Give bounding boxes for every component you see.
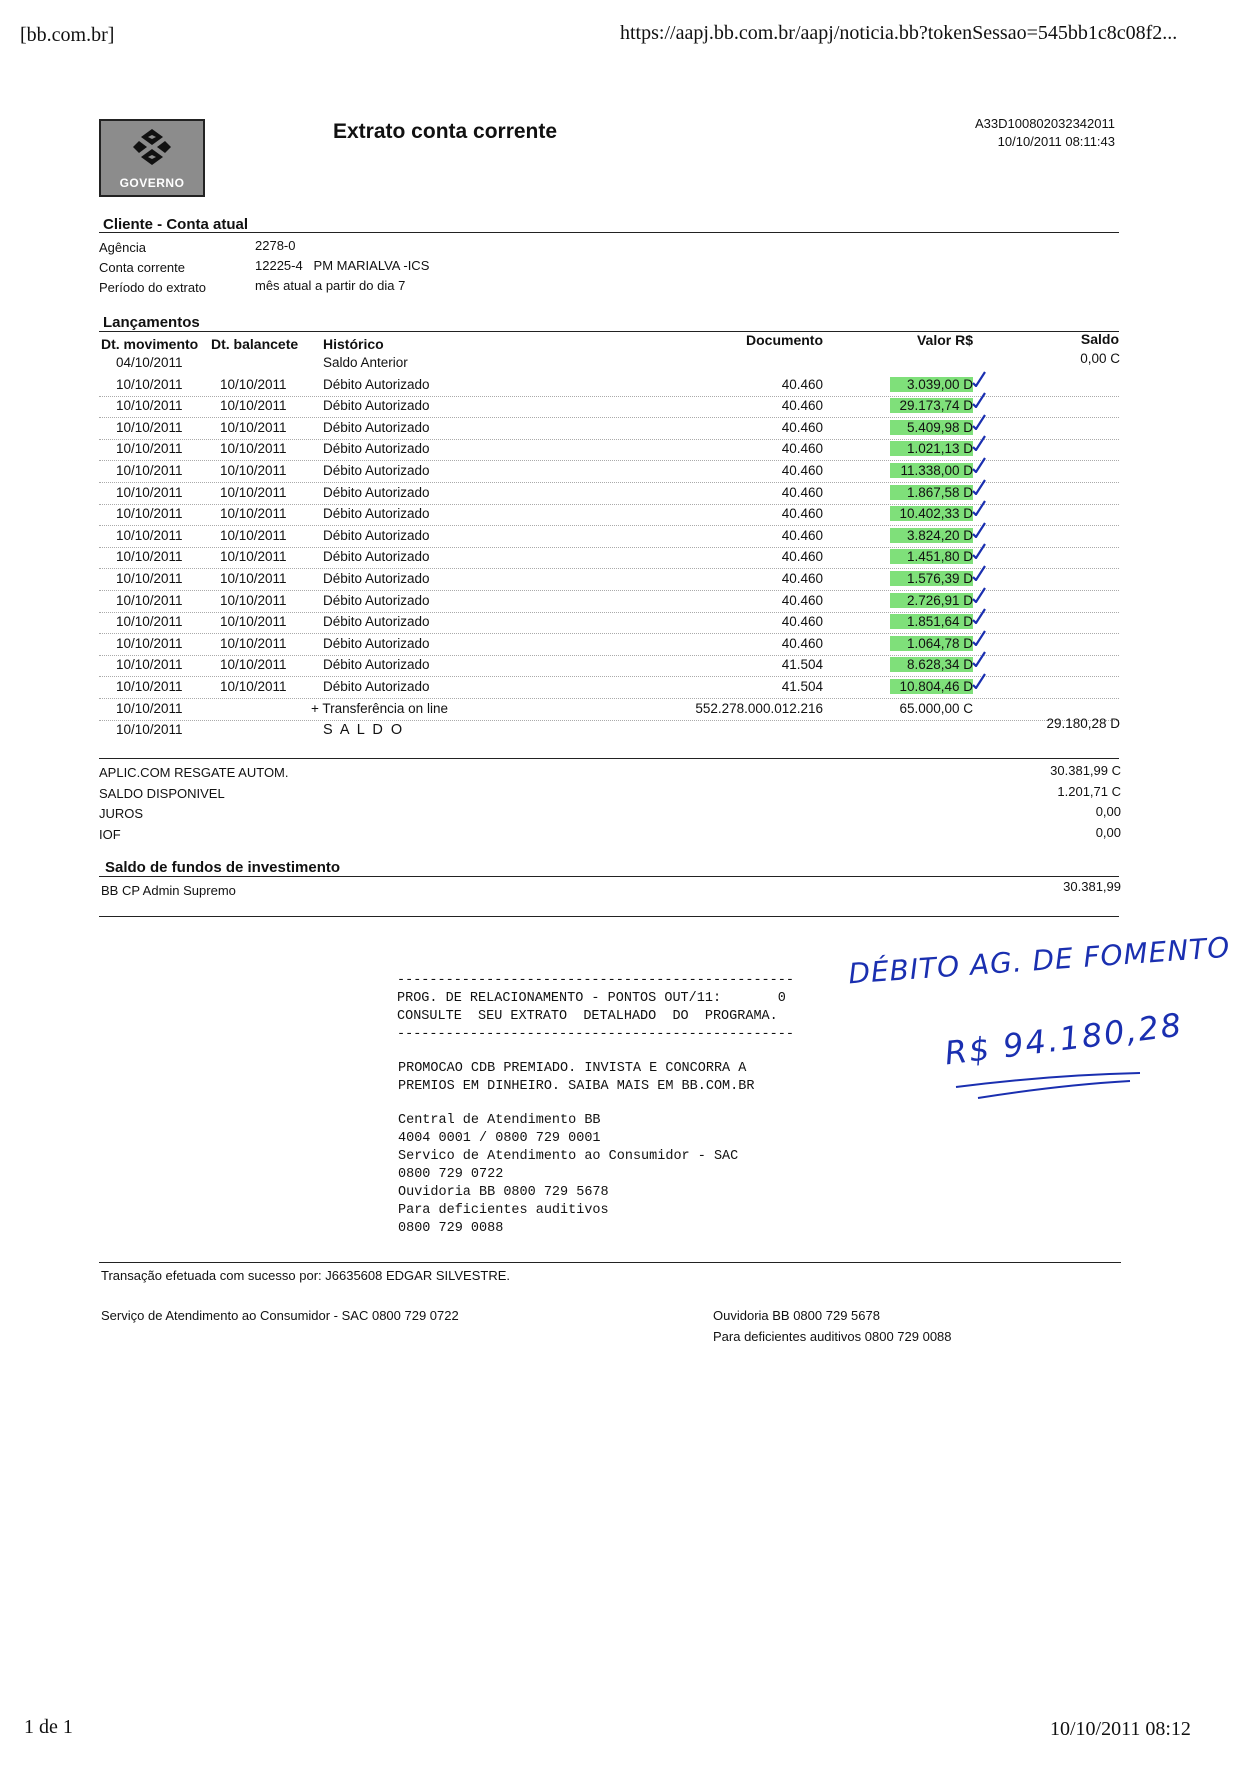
- check-mark-icon: [972, 457, 986, 473]
- col-header-saldo: Saldo: [1080, 331, 1119, 347]
- promo-line: PREMIOS EM DINHEIRO. SAIBA MAIS EM BB.COM.BR: [398, 1079, 755, 1094]
- row-historico: Débito Autorizado: [323, 527, 430, 543]
- document-code: A33D100802032342011: [974, 116, 1115, 131]
- row-historico: Débito Autorizado: [323, 592, 430, 608]
- check-mark-icon: [972, 479, 986, 495]
- check-mark-icon: [972, 435, 986, 451]
- row-dt-movimento: 10/10/2011: [116, 441, 183, 457]
- row-dt-movimento: 04/10/2011: [116, 355, 183, 370]
- row-dt-movimento: 10/10/2011: [116, 549, 183, 565]
- periodo-label: Período do extrato: [99, 280, 206, 295]
- sac-text: Serviço de Atendimento ao Consumidor - SAC 0800 729 0722: [101, 1308, 459, 1323]
- row-valor: 1.064,78 D: [890, 636, 973, 651]
- contact-line: 0800 729 0088: [398, 1221, 504, 1236]
- row-historico: Débito Autorizado: [323, 419, 430, 435]
- row-documento: 40.460: [781, 635, 823, 651]
- row-dt-balancete: 10/10/2011: [220, 679, 287, 694]
- row-dt-movimento: 10/10/2011: [116, 635, 183, 651]
- row-valor: 11.338,00 D: [890, 463, 973, 478]
- agencia-value: 2278-0: [255, 238, 296, 253]
- contact-line: Para deficientes auditivos: [398, 1203, 609, 1218]
- row-documento: 40.460: [781, 614, 823, 630]
- divider: [99, 758, 1119, 759]
- summary-label: IOF: [99, 826, 121, 842]
- row-dt-movimento: 10/10/2011: [116, 592, 183, 608]
- conta-label: Conta corrente: [99, 260, 185, 275]
- check-mark-icon: [972, 500, 986, 516]
- row-dt-balancete: 10/10/2011: [220, 614, 287, 630]
- row-valor: 1.867,58 D: [890, 485, 973, 500]
- check-mark-icon: [972, 608, 986, 624]
- row-documento: 40.460: [781, 506, 823, 522]
- row-historico: S A L D O: [323, 722, 405, 739]
- row-dt-movimento: 10/10/2011: [116, 571, 183, 586]
- row-dt-movimento: 10/10/2011: [116, 463, 183, 478]
- lancamentos-section-title: Lançamentos: [103, 314, 200, 331]
- row-saldo: 29.180,28 D: [1046, 716, 1120, 732]
- row-dt-movimento: 10/10/2011: [116, 700, 183, 716]
- check-mark-icon: [972, 587, 986, 603]
- fundos-section-title: Saldo de fundos de investimento: [105, 859, 341, 876]
- check-mark-icon: [972, 543, 986, 559]
- deficientes-text: Para deficientes auditivos 0800 729 0088: [713, 1329, 952, 1344]
- row-historico: + Transferência on line: [311, 700, 448, 716]
- conta-value: 12225-4 PM MARIALVA -ICS: [255, 258, 430, 273]
- summary-value: 30.381,99 C: [1050, 763, 1121, 778]
- row-documento: 40.460: [781, 592, 823, 608]
- promo-line: CONSULTE SEU EXTRATO DETALHADO DO PROGRAMA.: [397, 1009, 778, 1024]
- row-historico: Débito Autorizado: [323, 679, 430, 694]
- client-section-title: Cliente - Conta atual: [103, 216, 249, 233]
- row-historico: Débito Autorizado: [323, 549, 430, 565]
- row-dt-balancete: 10/10/2011: [220, 398, 287, 414]
- col-header-historico: Histórico: [323, 336, 384, 352]
- summary-label: APLIC.COM RESGATE AUTOM.: [99, 765, 289, 780]
- row-divider: [99, 460, 1119, 461]
- fundo-name: BB CP Admin Supremo: [101, 883, 236, 898]
- promo-line: PROMOCAO CDB PREMIADO. INVISTA E CONCORRA A: [398, 1061, 747, 1076]
- row-divider: [99, 633, 1119, 634]
- contact-line: 0800 729 0722: [398, 1167, 504, 1182]
- row-dt-balancete: 10/10/2011: [220, 376, 287, 392]
- divider: [99, 876, 1119, 877]
- row-historico: Débito Autorizado: [323, 571, 430, 586]
- row-divider: [99, 439, 1119, 440]
- row-documento: 40.460: [781, 419, 823, 435]
- page-title: Extrato conta corrente: [333, 120, 558, 143]
- row-historico: Débito Autorizado: [323, 376, 430, 392]
- divider: [99, 1262, 1121, 1263]
- contact-line: Central de Atendimento BB: [398, 1113, 601, 1128]
- check-mark-icon: [972, 651, 986, 667]
- row-valor: 3.824,20 D: [890, 528, 973, 543]
- handwritten-underline: [950, 1065, 1150, 1105]
- row-divider: [99, 396, 1119, 397]
- page-indicator: 1 de 1: [24, 1716, 73, 1738]
- row-dt-movimento: 10/10/2011: [116, 657, 183, 673]
- row-dt-movimento: 10/10/2011: [116, 506, 183, 522]
- row-divider: [99, 482, 1119, 483]
- promo-line: PROG. DE RELACIONAMENTO - PONTOS OUT/11: 0: [397, 991, 786, 1006]
- contact-block: [398, 1094, 738, 1256]
- row-documento: 41.504: [781, 657, 823, 673]
- row-divider: [99, 525, 1119, 526]
- summary-value: 1.201,71 C: [1057, 783, 1121, 799]
- row-dt-balancete: 10/10/2011: [220, 549, 287, 565]
- row-divider: [99, 655, 1119, 656]
- handwritten-note: DÉBITO AG. DE FOMENTO: [847, 930, 1232, 991]
- row-dt-balancete: 10/10/2011: [220, 506, 287, 522]
- row-dt-movimento: 10/10/2011: [116, 527, 183, 543]
- page-url[interactable]: https://aapj.bb.com.br/aapj/noticia.bb?tokenSessao=545bb1c8c08f2...: [620, 22, 1178, 44]
- divider: [99, 232, 1119, 233]
- row-valor: 1.451,80 D: [890, 549, 973, 564]
- row-dt-movimento: 10/10/2011: [116, 398, 183, 414]
- row-dt-movimento: 10/10/2011: [116, 614, 183, 630]
- row-valor: 1.851,64 D: [890, 614, 973, 629]
- check-mark-icon: [972, 522, 986, 538]
- row-documento: 40.460: [781, 571, 823, 586]
- row-valor: 5.409,98 D: [890, 420, 973, 435]
- row-divider: [99, 590, 1119, 591]
- row-valor: 2.726,91 D: [890, 593, 973, 608]
- row-dt-balancete: 10/10/2011: [220, 657, 287, 673]
- contact-line: Ouvidoria BB 0800 729 5678: [398, 1185, 609, 1200]
- row-valor: 10.804,46 D: [890, 679, 973, 694]
- row-historico: Débito Autorizado: [323, 463, 430, 478]
- periodo-value: mês atual a partir do dia 7: [255, 278, 406, 293]
- row-divider: [99, 698, 1119, 699]
- row-dt-balancete: 10/10/2011: [220, 441, 287, 457]
- row-dt-movimento: 10/10/2011: [116, 419, 183, 435]
- bb-logo: [99, 119, 205, 197]
- check-mark-icon: [972, 392, 986, 408]
- row-documento: 552.278.000.012.216: [695, 700, 823, 716]
- row-divider: [99, 417, 1119, 418]
- bb-logo-icon: [129, 127, 175, 167]
- row-dt-movimento: 10/10/2011: [116, 484, 183, 500]
- check-mark-icon: [972, 673, 986, 689]
- col-header-dt-balancete: Dt. balancete: [211, 336, 299, 352]
- row-dt-balancete: 10/10/2011: [220, 592, 287, 608]
- summary-value: 0,00: [1095, 824, 1121, 840]
- transaction-text: Transação efetuada com sucesso por: J6635608 EDGAR SILVESTRE.: [101, 1268, 510, 1283]
- row-saldo: 0,00 C: [1080, 351, 1120, 366]
- col-header-dt-movimento: Dt. movimento: [101, 336, 199, 352]
- row-documento: 41.504: [781, 679, 823, 694]
- printed-at: 10/10/2011 08:12: [1050, 1718, 1191, 1740]
- handwritten-amount: R$ 94.180,28: [942, 1005, 1186, 1073]
- summary-label: JUROS: [99, 806, 144, 821]
- contact-line: 4004 0001 / 0800 729 0001: [398, 1131, 601, 1146]
- row-documento: 40.460: [781, 527, 823, 543]
- logo-text: GOVERNO: [119, 176, 185, 190]
- agencia-label: Agência: [99, 240, 146, 255]
- promo-dashes: -------------------------------------------------: [397, 973, 794, 988]
- row-historico: Débito Autorizado: [323, 614, 430, 630]
- row-divider: [99, 612, 1119, 613]
- row-dt-movimento: 10/10/2011: [116, 722, 183, 738]
- row-dt-balancete: 10/10/2011: [220, 571, 287, 586]
- summary-label: SALDO DISPONIVEL: [99, 785, 225, 801]
- row-historico: Débito Autorizado: [323, 657, 430, 673]
- row-valor: 1.021,13 D: [890, 441, 973, 456]
- row-historico: Débito Autorizado: [323, 635, 430, 651]
- row-valor: 3.039,00 D: [890, 377, 973, 392]
- row-dt-balancete: 10/10/2011: [220, 635, 287, 651]
- check-mark-icon: [972, 630, 986, 646]
- row-historico: Débito Autorizado: [323, 441, 430, 457]
- row-documento: 40.460: [781, 376, 823, 392]
- row-valor: 10.402,33 D: [890, 506, 973, 521]
- check-mark-icon: [972, 371, 986, 387]
- check-mark-icon: [972, 565, 986, 581]
- row-documento: 40.460: [781, 484, 823, 500]
- row-documento: 40.460: [781, 441, 823, 457]
- divider: [99, 916, 1119, 917]
- fundo-value: 30.381,99: [1063, 879, 1121, 894]
- row-dt-balancete: 10/10/2011: [220, 419, 287, 435]
- document-datetime: 10/10/2011 08:11:43: [997, 134, 1115, 149]
- row-dt-movimento: 10/10/2011: [116, 376, 183, 392]
- row-historico: Débito Autorizado: [323, 484, 430, 500]
- col-header-valor: Valor R$: [916, 332, 973, 348]
- row-dt-balancete: 10/10/2011: [220, 463, 287, 478]
- check-mark-icon: [972, 414, 986, 430]
- row-historico: Saldo Anterior: [323, 355, 408, 370]
- row-divider: [99, 568, 1119, 569]
- row-valor: 8.628,34 D: [890, 657, 973, 672]
- row-documento: 40.460: [781, 463, 823, 478]
- row-valor: 1.576,39 D: [890, 571, 973, 586]
- row-dt-balancete: 10/10/2011: [220, 527, 287, 543]
- row-divider: [99, 547, 1119, 548]
- row-documento: 40.460: [781, 398, 823, 414]
- row-valor: 29.173,74 D: [890, 398, 973, 413]
- promo-dashes: -------------------------------------------------: [397, 1027, 794, 1042]
- summary-value: 0,00: [1095, 804, 1121, 819]
- site-label: [bb.com.br]: [20, 24, 115, 46]
- row-historico: Débito Autorizado: [323, 506, 430, 522]
- row-dt-balancete: 10/10/2011: [220, 484, 287, 500]
- col-header-documento: Documento: [746, 332, 823, 348]
- contact-line: Servico de Atendimento ao Consumidor - SAC: [398, 1149, 739, 1164]
- ouvidoria-text: Ouvidoria BB 0800 729 5678: [713, 1308, 880, 1323]
- row-divider: [99, 720, 1119, 721]
- row-historico: Débito Autorizado: [323, 398, 430, 414]
- row-divider: [99, 676, 1119, 677]
- row-documento: 40.460: [781, 549, 823, 565]
- row-dt-movimento: 10/10/2011: [116, 679, 183, 694]
- row-valor: 65.000,00 C: [899, 700, 973, 716]
- row-divider: [99, 504, 1119, 505]
